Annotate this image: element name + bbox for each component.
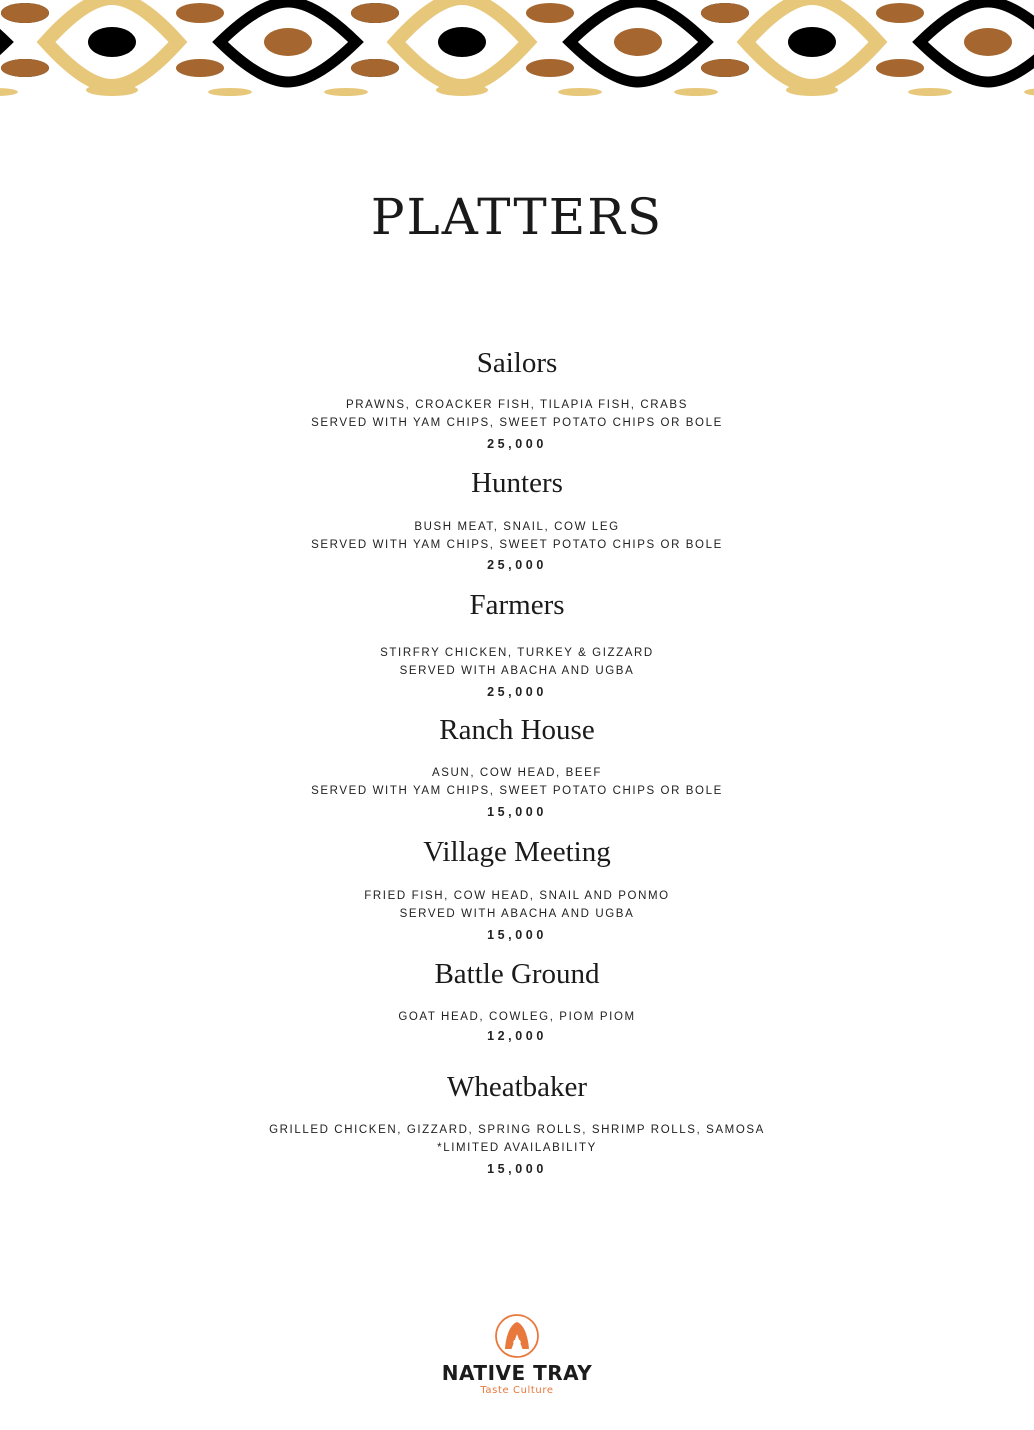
menu-item-wheatbaker	[0, 1070, 1034, 1178]
gold-dash-shape	[1024, 88, 1034, 96]
gold-base-shape	[86, 84, 138, 96]
brown-oval-shape	[876, 3, 924, 23]
item-price: 12,000	[487, 1028, 547, 1043]
item-name: Wheatbaker	[446, 1071, 588, 1103]
gold-base-shape	[436, 84, 488, 96]
brown-oval-shape	[176, 3, 224, 23]
item-description-line: GOAT HEAD, COWLEG, PIOM PIOM	[398, 1011, 636, 1023]
item-name: Farmers	[469, 589, 565, 621]
black-eye-shape	[88, 27, 136, 57]
page-title: PLATTERS	[370, 188, 664, 246]
brown-eye-shape	[614, 28, 662, 56]
item-price: 25,000	[487, 558, 547, 572]
menu-item-hunters	[0, 466, 1034, 574]
item-description-line: SERVED WITH ABACHA AND UGBA	[399, 664, 635, 677]
brown-oval-shape	[526, 3, 574, 23]
item-name: Sailors	[476, 347, 558, 379]
gold-dash-shape	[208, 88, 252, 96]
brown-eye-shape	[264, 28, 312, 56]
menu-item-sailors	[0, 346, 1034, 453]
brand-logo	[417, 1312, 617, 1398]
item-price: 15,000	[487, 1162, 547, 1176]
gold-dash-shape	[0, 88, 18, 96]
item-description-line: SERVED WITH YAM CHIPS, SWEET POTATO CHIPS OR BOLE	[311, 416, 723, 429]
brown-oval-shape	[701, 59, 749, 77]
native-tray-logo-icon	[493, 1312, 541, 1360]
item-price: 25,000	[487, 437, 547, 451]
item-name: Ranch House	[439, 714, 595, 746]
item-description-line: *LIMITED AVAILABILITY	[437, 1141, 597, 1154]
gold-dash-shape	[558, 88, 602, 96]
brown-oval-shape	[351, 59, 399, 77]
brown-oval-shape	[351, 3, 399, 23]
item-name: Battle Ground	[434, 958, 600, 990]
item-description-line: PRAWNS, CROACKER FISH, TILAPIA FISH, CRABS	[346, 399, 688, 411]
decorative-pattern-banner	[0, 0, 1034, 100]
item-price: 25,000	[487, 685, 547, 699]
gold-base-shape	[786, 84, 838, 96]
black-eye-shape	[788, 27, 836, 57]
brand-name: NATIVE TRAY	[441, 1361, 593, 1385]
menu-item-ranch-house	[0, 713, 1034, 821]
brand-tagline: Taste Culture	[480, 1385, 554, 1396]
item-name: Hunters	[471, 467, 563, 499]
gold-dash-shape	[324, 88, 368, 96]
brown-eye-shape	[964, 28, 1012, 56]
gold-dash-shape	[908, 88, 952, 96]
item-description-line: ASUN, COW HEAD, BEEF	[431, 767, 603, 779]
item-description-line: SERVED WITH YAM CHIPS, SWEET POTATO CHIPS OR BOLE	[311, 538, 723, 551]
gold-dash-shape	[674, 88, 718, 96]
brown-oval-shape	[876, 59, 924, 77]
brown-oval-shape	[176, 59, 224, 77]
menu-item-village-meeting	[0, 835, 1034, 944]
brown-oval-shape	[1, 3, 49, 23]
item-description-line: SERVED WITH YAM CHIPS, SWEET POTATO CHIPS OR BOLE	[311, 784, 723, 797]
item-price: 15,000	[487, 805, 547, 819]
menu-item-farmers	[0, 588, 1034, 701]
brown-oval-shape	[701, 3, 749, 23]
item-description-line: FRIED FISH, COW HEAD, SNAIL AND PONMO	[364, 890, 670, 902]
item-description-line: BUSH MEAT, SNAIL, COW LEG	[414, 521, 620, 533]
item-price: 15,000	[487, 928, 547, 942]
menu-item-battle-ground	[0, 957, 1034, 1045]
brown-oval-shape	[1, 59, 49, 77]
item-description-line: SERVED WITH ABACHA AND UGBA	[399, 907, 635, 920]
item-description-line: GRILLED CHICKEN, GIZZARD, SPRING ROLLS, SHRIMP ROLLS, SAMOSA	[269, 1124, 765, 1136]
black-eye-shape	[438, 27, 486, 57]
item-description-line: STIRFRY CHICKEN, TURKEY & GIZZARD	[380, 647, 654, 659]
brown-oval-shape	[526, 59, 574, 77]
item-name: Village Meeting	[423, 836, 611, 868]
